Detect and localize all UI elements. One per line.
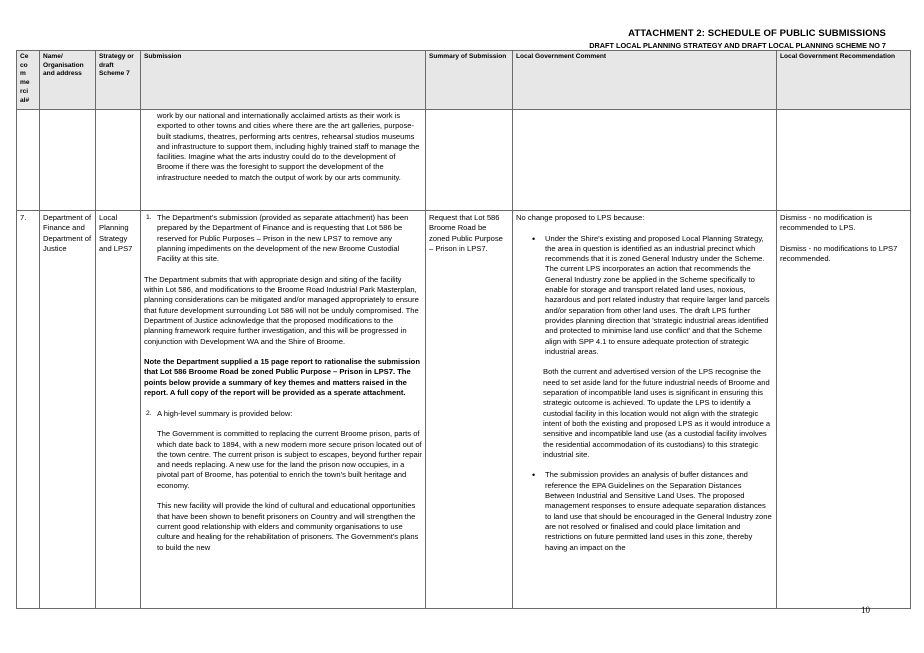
col-header-number: Ce co m me rci al# [17, 51, 40, 110]
cell-summary: Request that Lot 586 Broome Road be zoned Public Purpose – Prison in LPS7. [426, 211, 513, 609]
item-number: 1. [146, 214, 152, 221]
table-row [17, 211, 911, 609]
bullet-text: Under the Shire's existing and proposed Local Planning Strategy, the area in question is identified as an industrial precinct which recommends that it is zoned General Industry under the Scheme. The current LPS incorporates an action that recommends the General Industry zone be applied in the Scheme specifically to enable for storage and transport related land uses, noxious, hazardous and port related industry that require larger land parcels and/or separation from other land uses. The draft LPS further provides planning direction that 'strategic industrial areas identified and protected to minimise land use conflict' and that the Scheme align with SPP 4.1 to ensure adequate protection of strategic industrial areas. [545, 233, 770, 356]
table-header-row [17, 51, 911, 110]
cell-recommendation [777, 110, 911, 211]
item-number: 2. [146, 409, 152, 417]
submission-item-2 [144, 409, 422, 419]
cell-submission [141, 110, 426, 211]
submission-paragraph: The Department submits that with appropriate design and siting of the facility within Lot 586, and modifications to the Broome Road Industrial Park Masterplan, planning considerations can be mitigated and/or managed appropriately to ensure that future development surrounding Lot 586 will not be unduly compromised. The Department of Justice acknowledge that the proposed modifications to the planning framework require further investigation, and this will be progressed in conjunction with Development WA and the Shire of Broome. [144, 274, 419, 346]
attachment-title: ATTACHMENT 2: SCHEDULE OF PUBLIC SUBMISSIONS [628, 28, 886, 39]
submissions-table [16, 50, 911, 609]
comment-bullet [516, 470, 773, 552]
submission-item-1 [144, 213, 422, 264]
recommendation-lps: Dismiss - no modification is recommended to LPS. [780, 213, 872, 233]
submission-paragraph: The Government is committed to replacing the current Broome prison, parts of which date back to 1894, with a new modern more secure prison located out of the town centre. The current prison is subject to escapes, beyond further repair and needs replacing. A new use for the land the prison now occupies, in a pivotal part of Broome, has potential to enrich the town's built heritage and economy. [157, 429, 422, 490]
item-text: A high-level summary is provided below: [157, 408, 293, 418]
col-header-submission: Submission [141, 51, 426, 110]
page-number: 10 [861, 605, 870, 615]
bullet-icon: • [532, 470, 536, 481]
col-header-name: Name/ Organisation and address [40, 51, 96, 110]
submission-continued-text: work by our national and internationally acclaimed artists as their work is exported to other towns and cities where there are the art galleries, purpose-built stadiums, theatres, performing arts centres, rehearsal studios museums and infrastructure to support them, including highly trained staff to manage the facilities. Imagine what the arts industry could do to the development of Broome if there was the foresight to support the development of the infrastructure needed to match the output of work by our arts community. [157, 111, 420, 182]
cell-comment [513, 211, 777, 609]
cell-strategy: Local Planning Strategy and LPS7 [96, 211, 141, 609]
cell-number: 7. [17, 211, 40, 609]
submission-paragraph: This new facility will provide the kind of cultural and educational opportunities that have been shown to benefit prisoners on Country and will strengthen the current good relationship with elders and community organisations to use culture and healing for the rehabilitation of prisoners. The Government's plans to build the new [157, 501, 419, 552]
cell-comment [513, 110, 777, 211]
comment-bullet [516, 234, 773, 358]
cell-summary [426, 110, 513, 211]
bullet-icon: • [532, 233, 536, 244]
item-text: The Department's submission (provided as separate attachment) has been prepared by the Department of Finance and is requesting that Lot 586 be reserved for Public Purposes – Prison in the new LPS7 to remove any planning impediments on the development of the new Broome Custodial Facility at this site. [157, 213, 409, 264]
recommendation-lps7: Dismiss - no modifications to LPS7 recommended. [780, 243, 898, 264]
cell-recommendation [777, 211, 911, 609]
cell-strategy [96, 110, 141, 211]
col-header-summary: Summary of Submission [426, 51, 513, 110]
cell-name [40, 110, 96, 211]
cell-name: Department of Finance and Department of Justice [40, 211, 96, 609]
submission-note: Note the Department supplied a 15 page report to rationalise the submission that Lot 586 Broome Road be zoned Public Purpose – Prison in LPS7. The points below provide a summary of key themes and matters raised in the report. A full copy of the report will be provided as a sperate attachment. [144, 357, 420, 398]
attachment-subtitle: DRAFT LOCAL PLANNING STRATEGY AND DRAFT LOCAL PLANNING SCHEME NO 7 [589, 41, 886, 50]
table-row [17, 110, 911, 211]
col-header-recommendation: Local Government Recommendation [777, 51, 911, 110]
cell-number [17, 110, 40, 211]
col-header-strategy: Strategy or draft Scheme 7 [96, 51, 141, 110]
col-header-comment: Local Government Comment [513, 51, 777, 110]
comment-paragraph: Both the current and advertised version of the LPS recognise the need to set aside land for the future industrial needs of Broome and separation of incompatible land uses is significant in ensuring this strategic outcome is achieved. To update the LPS to identify a custodial facility in this location would not align with the strategic intent of both the existing and proposed LPS as it would introduce a sensitive and incompatible land use (as a custodial facility involves the residential accommodation of its custodians) to this strategic industrial site. [543, 367, 771, 459]
comment-intro: No change proposed to LPS because: [516, 213, 645, 222]
bullet-text: The submission provides an analysis of buffer distances and reference the EPA Guidelines on the Separation Distances Between Industrial and Sensitive Land Uses. The proposed management responses to ensure adequate separation distances to land use that should be encouraged in the General Industry zone are not resolved or finalised and could place limitation and restrictions on future permitted land uses in this zone, thereby having an impact on the [545, 470, 772, 552]
cell-submission [141, 211, 426, 609]
